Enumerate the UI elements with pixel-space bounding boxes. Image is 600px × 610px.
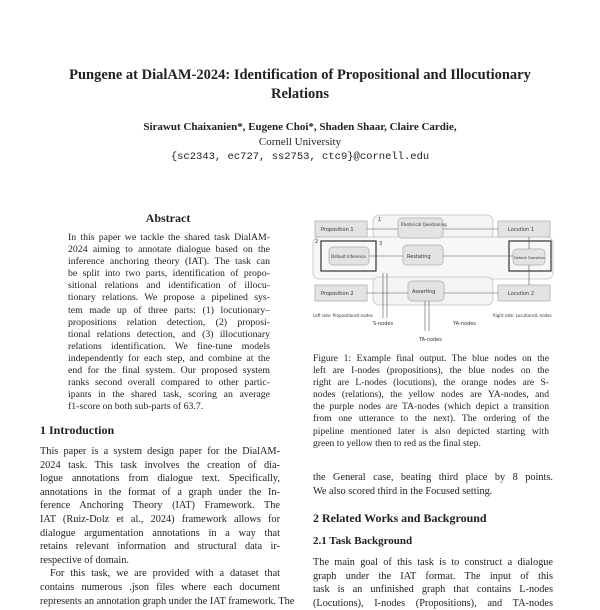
text-line: Figure 1: Example final output. The blue nodes on the — [313, 353, 549, 364]
label: Left side: Propositions/I-nodes — [313, 313, 373, 318]
text-line: f1-score on both sub-parts of 63.7. — [68, 401, 204, 413]
label: Restating — [407, 254, 431, 260]
title-line: Relations — [271, 86, 329, 102]
label: S-nodes — [373, 321, 394, 327]
text-line: In this paper we tackle the shared task DialAM- — [68, 232, 270, 243]
text-line: sitional relations and identification of illocu- — [68, 280, 270, 292]
text-line: ipants in the shared task, scoring an average — [68, 389, 270, 401]
label: Proposition 1 — [321, 227, 354, 233]
text-line: inference anchoring theory (IAT). The task can — [68, 256, 270, 268]
text-line: tionary relations. We propose a pipelined sys- — [68, 292, 270, 304]
label: Proposition 2 — [321, 291, 354, 297]
continued-text — [313, 471, 553, 498]
authors: Sirawut Chaixanien*, Eugene Choi*, Shaden Shaar, Claire Cardie, — [143, 121, 457, 133]
label: 3 — [379, 241, 383, 247]
label: YA-nodes — [453, 321, 476, 327]
text-line: graph under the IAT format. The input of this — [313, 570, 553, 582]
introduction-heading: 1 Introduction — [40, 423, 115, 437]
label: Default Inference — [331, 254, 366, 259]
node-rhetorical-questioning — [398, 218, 443, 238]
text-line: retains relevant information and structural data ir- — [40, 541, 280, 553]
paper-title — [40, 66, 560, 104]
text-line: logue annotations from dialogue text. Specifically, — [40, 473, 280, 485]
abstract-text — [68, 232, 270, 413]
label: 1 — [378, 217, 382, 223]
text-line: ranks second overall compared to other partic- — [68, 377, 270, 389]
label: Asserting — [412, 289, 436, 295]
text-line: end for the final system. Our proposed system — [68, 365, 270, 377]
text-line: nodes (relations), the yellow nodes are YA-nodes, and — [313, 389, 549, 401]
text-line: respective of domain. — [40, 554, 129, 566]
text-line: represents an annotation graph under the IAT framework. The — [40, 595, 295, 607]
text-line: be split into two parts, identification of propo- — [68, 268, 270, 280]
label: Right side: Locutions/L-nodes — [493, 313, 552, 318]
text-line: independently for each step, and combine at the — [68, 352, 270, 364]
text-line: annotations in the format of a graph under the In- — [40, 486, 280, 498]
text-line: dialogue argumentation annotations in a way that — [40, 527, 280, 539]
text-line: the purple nodes are TA-nodes (which depict a transition — [313, 401, 549, 413]
label: Rhetorical Questioning — [401, 222, 447, 227]
section-2-1-text — [313, 556, 553, 610]
text-line: For this task, we are provided with a dataset that — [50, 568, 280, 580]
text-line: contains numerous .json files where each document — [40, 581, 280, 593]
text-line: 2024 task. This task involves the creation of dia- — [40, 459, 280, 471]
text-line: from one utterance to the next). The ordering of the — [313, 413, 549, 425]
text-line: The main goal of this task is to construct a dialogue — [313, 557, 553, 568]
abstract-heading: Abstract — [145, 211, 191, 225]
text-line: the General case, beating third place by 8 points. — [313, 472, 553, 483]
text-line: ference Anchoring Theory (IAT) Framework. The — [40, 500, 280, 512]
figure-caption — [313, 353, 549, 450]
text-line: left are I-nodes (propositions), the blue nodes on the — [313, 365, 549, 377]
label: Locution 2 — [508, 291, 535, 297]
figure-1-diagram — [313, 213, 553, 345]
text-line: propositions relation detection, (2) proposi- — [68, 316, 270, 328]
section-2-heading: 2 Related Works and Background — [313, 511, 487, 525]
text-line: green to yellow then to red as the final step. — [313, 437, 481, 449]
label: Locution 1 — [508, 227, 535, 233]
section-2-1-heading: 2.1 Task Background — [313, 535, 413, 547]
label: Default Transition — [514, 256, 545, 260]
text-line: relations identification. We fine-tune models — [68, 340, 270, 352]
text-line: tional relations detection, and (3) illocutionary — [68, 328, 270, 340]
text-line: We also scored third in the Focused setting. — [313, 485, 493, 497]
text-line: task is an unfinished graph that contains L-nodes — [313, 584, 553, 596]
text-line: 2024 aiming to annotate dialogue based on the — [68, 244, 270, 256]
text-line: IAT (Ruiz-Dolz et al., 2024) framework allows for — [40, 513, 280, 525]
label: TA-nodes — [419, 337, 442, 343]
text-line: (Locutions), I-nodes (Propositions), and TA-nodes — [313, 597, 553, 609]
affiliation: Cornell University — [258, 136, 342, 148]
text-line: right are L-nodes (locutions), the orange nodes are S- — [313, 377, 549, 389]
emails: {sc2343, ec727, ss2753, ctc9}@cornell.edu — [170, 151, 430, 163]
text-line: pipeline mentioned later is also depicted starting with — [313, 425, 549, 437]
text-line: This paper is a system design paper for the DialAM- — [40, 446, 280, 457]
introduction-text — [40, 445, 295, 608]
text-line: tem made up of three parts: (1) locutionary– — [68, 304, 270, 316]
title-line: Pungene at DialAM-2024: Identification of Propositional and Illocutionary — [69, 67, 531, 83]
label: 2 — [315, 239, 319, 245]
